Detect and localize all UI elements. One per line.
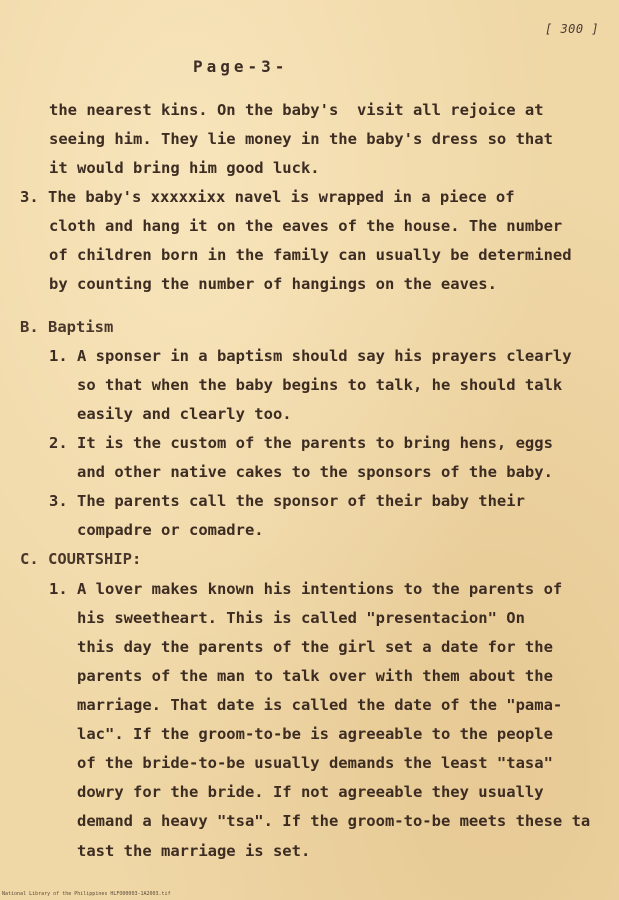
section-heading-courtship: C. COURTSHIP: [20,550,142,568]
text-line-17: 1. A lover makes known his intentions to the parents of [49,580,563,598]
text-line-15: compadre or comadre. [77,521,264,539]
page-reference-number: [ 300 ] [545,22,600,36]
text-line-11: easily and clearly too. [77,405,292,423]
text-line-12: 2. It is the custom of the parents to bring hens, eggs [49,434,553,452]
text-line-23: of the bride-to-be usually demands the least "tasa" [77,754,553,772]
text-line-10: so that when the baby begins to talk, he should talk [77,376,563,394]
text-line-2: seeing him. They lie money in the baby's dress so that [49,130,553,148]
page-header: Page-3- [193,57,289,76]
text-line-7: by counting the number of hangings on the eaves. [49,275,497,293]
text-line-6: of children born in the family can usually be determined [49,246,572,264]
text-line-18: his sweetheart. This is called "presentacion" On [77,609,525,627]
text-line-3: it would bring him good luck. [49,159,320,177]
text-line-24: dowry for the bride. If not agreeable they usually [77,783,544,801]
text-line-19: this day the parents of the girl set a date for the [77,638,553,656]
text-line-22: lac". If the groom-to-be is agreeable to the people [77,725,553,743]
text-line-5: cloth and hang it on the eaves of the house. The number [49,217,563,235]
text-line-25: demand a heavy "tsa". If the groom-to-be meets these ta [77,812,591,830]
text-line-14: 3. The parents call the sponsor of their baby their [49,492,525,510]
archive-footer: National Library of the Philippines HLFO00003-1A2003.tif [2,891,171,897]
text-line-21: marriage. That date is called the date of the "pama- [77,696,563,714]
section-heading-baptism: B. Baptism [20,318,114,336]
text-line-1: the nearest kins. On the baby's visit all rejoice at [49,101,544,119]
text-line-26: tast the marriage is set. [77,842,311,860]
text-line-20: parents of the man to talk over with them about the [77,667,553,685]
text-line-13: and other native cakes to the sponsors of the baby. [77,463,553,481]
text-line-9: 1. A sponser in a baptism should say his prayers clearly [49,347,572,365]
text-line-4: 3. The baby's xxxxxixx navel is wrapped in a piece of [20,188,515,206]
